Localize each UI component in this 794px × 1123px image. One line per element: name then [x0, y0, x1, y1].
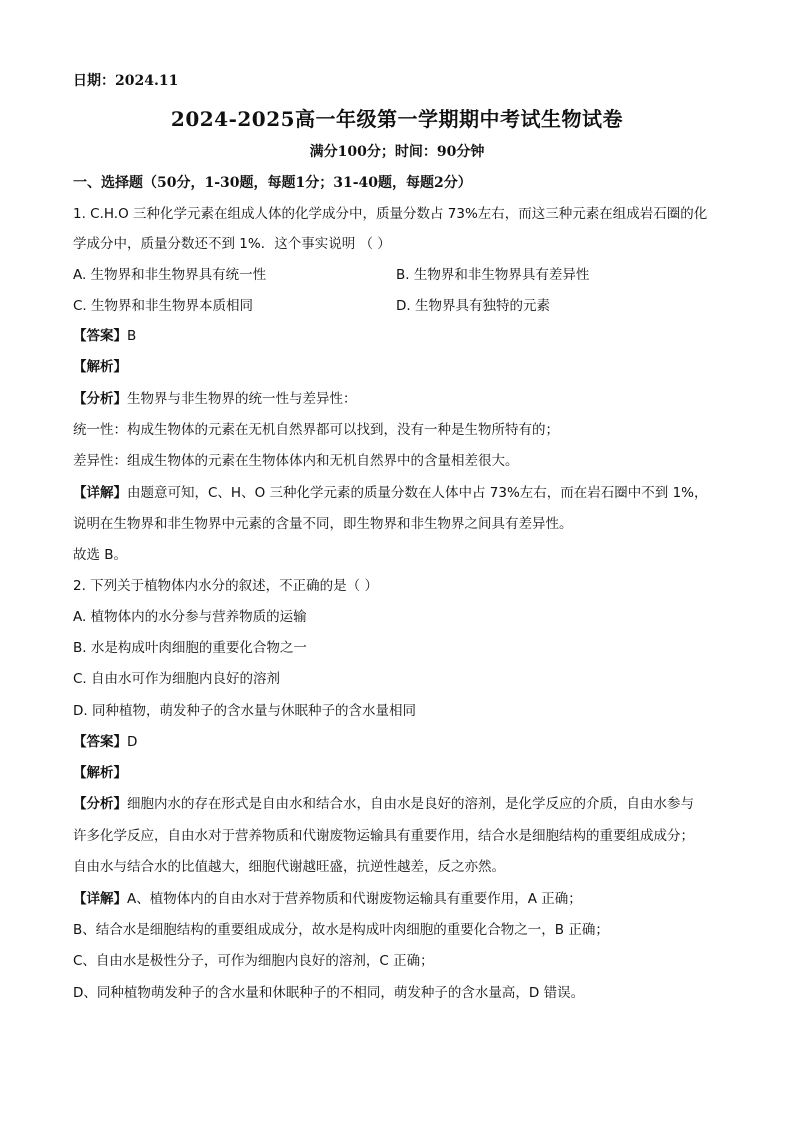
q2-option-b: B. 水是构成叶肉细胞的重要化合物之一 — [73, 640, 307, 656]
q2-fenxi-line2: 许多化学反应，自由水对于营养物质和代谢废物运输具有重要作用，结合水是细胞结构的重要组成成分； — [73, 828, 694, 844]
q2-option-a: A. 植物体内的水分参与营养物质的运输 — [73, 609, 307, 625]
exam-date: 日期：2024.11 — [73, 73, 179, 89]
q2-fenxi-line1 — [73, 795, 694, 813]
q1-answer-tag: 【答案】 — [73, 328, 127, 344]
q1-xiangjie-line2: 说明在生物界和非生物界中元素的含量不同，即生物界和非生物界之间具有差异性。 — [73, 516, 573, 532]
q1-stem-line1: 1. C.H.O 三种化学元素在组成人体的化学成分中，质量分数占 73%左右，而这三种元素在组成岩石圈的化 — [73, 206, 708, 222]
q1-fenxi-tag: 【分析】 — [73, 391, 127, 407]
q2-answer-value: D — [127, 734, 138, 750]
q2-answer-line — [73, 733, 137, 751]
q1-unity-text: 统一性：构成生物体的元素在无机自然界都可以找到，没有一种是生物所特有的； — [73, 422, 559, 438]
section-heading: 一、选择题（50分，1-30题，每题1分；31-40题，每题2分） — [73, 175, 472, 191]
q2-xiangjie-line-d: D、同种植物萌发种子的含水量和休眠种子的不相同，萌发种子的含水量高，D 错误。 — [73, 985, 585, 1001]
q1-option-c: C. 生物界和非生物界本质相同 — [73, 298, 254, 314]
q2-stem: 2. 下列关于植物体内水分的叙述，不正确的是（ ） — [73, 578, 378, 594]
q2-analysis-line — [73, 764, 127, 782]
q1-answer-line — [73, 327, 136, 345]
q2-option-d: D. 同种植物，萌发种子的含水量与休眠种子的含水量相同 — [73, 703, 416, 719]
q2-analysis-tag: 【解析】 — [73, 765, 127, 781]
q2-fenxi-text1: 细胞内水的存在形式是自由水和结合水，自由水是良好的溶剂，是化学反应的介质，自由水参与 — [127, 796, 694, 812]
q1-xiangjie-text1: 由题意可知，C、H、O 三种化学元素的质量分数在人体中占 73%左右，而在岩石圈中不到 1%， — [127, 485, 708, 501]
q1-conclusion: 故选 B。 — [73, 547, 128, 563]
q1-answer-value: B — [127, 328, 137, 344]
q1-xiangjie-line1 — [73, 484, 708, 502]
q1-stem-line2: 学成分中，质量分数还不到 1%．这个事实说明 （ ） — [73, 236, 391, 252]
q2-xiangjie-tag: 【详解】 — [73, 891, 127, 907]
q1-analysis-tag: 【解析】 — [73, 359, 127, 375]
exam-title: 2024-2025高一年级第一学期期中考试生物试卷 — [170, 107, 624, 131]
q2-answer-tag: 【答案】 — [73, 734, 127, 750]
q2-xiangjie-line-a — [73, 890, 582, 908]
q2-fenxi-line3: 自由水与结合水的比值越大，细胞代谢越旺盛，抗逆性越差，反之亦然。 — [73, 859, 505, 875]
q2-xiangjie-text-a: A、植物体内的自由水对于营养物质和代谢废物运输具有重要作用，A 正确； — [127, 891, 582, 907]
q2-fenxi-tag: 【分析】 — [73, 796, 127, 812]
q1-xiangjie-tag: 【详解】 — [73, 485, 127, 501]
q1-option-a: A. 生物界和非生物界具有统一性 — [73, 267, 267, 283]
q1-fenxi-text: 生物界与非生物界的统一性与差异性： — [127, 391, 357, 407]
q1-difference-text: 差异性：组成生物体的元素在生物体体内和无机自然界中的含量相差很大。 — [73, 453, 519, 469]
q2-option-c: C. 自由水可作为细胞内良好的溶剂 — [73, 671, 281, 687]
q1-analysis-line — [73, 358, 127, 376]
q1-option-d: D. 生物界具有独特的元素 — [396, 298, 550, 314]
exam-subtitle: 满分100分；时间：90分钟 — [309, 144, 485, 160]
q2-xiangjie-line-c: C、自由水是极性分子，可作为细胞内良好的溶剂，C 正确； — [73, 953, 434, 969]
q2-xiangjie-line-b: B、结合水是细胞结构的重要组成成分，故水是构成叶肉细胞的重要化合物之一，B 正确； — [73, 922, 609, 938]
q1-option-b: B. 生物界和非生物界具有差异性 — [396, 267, 590, 283]
q1-fenxi-line — [73, 390, 357, 408]
